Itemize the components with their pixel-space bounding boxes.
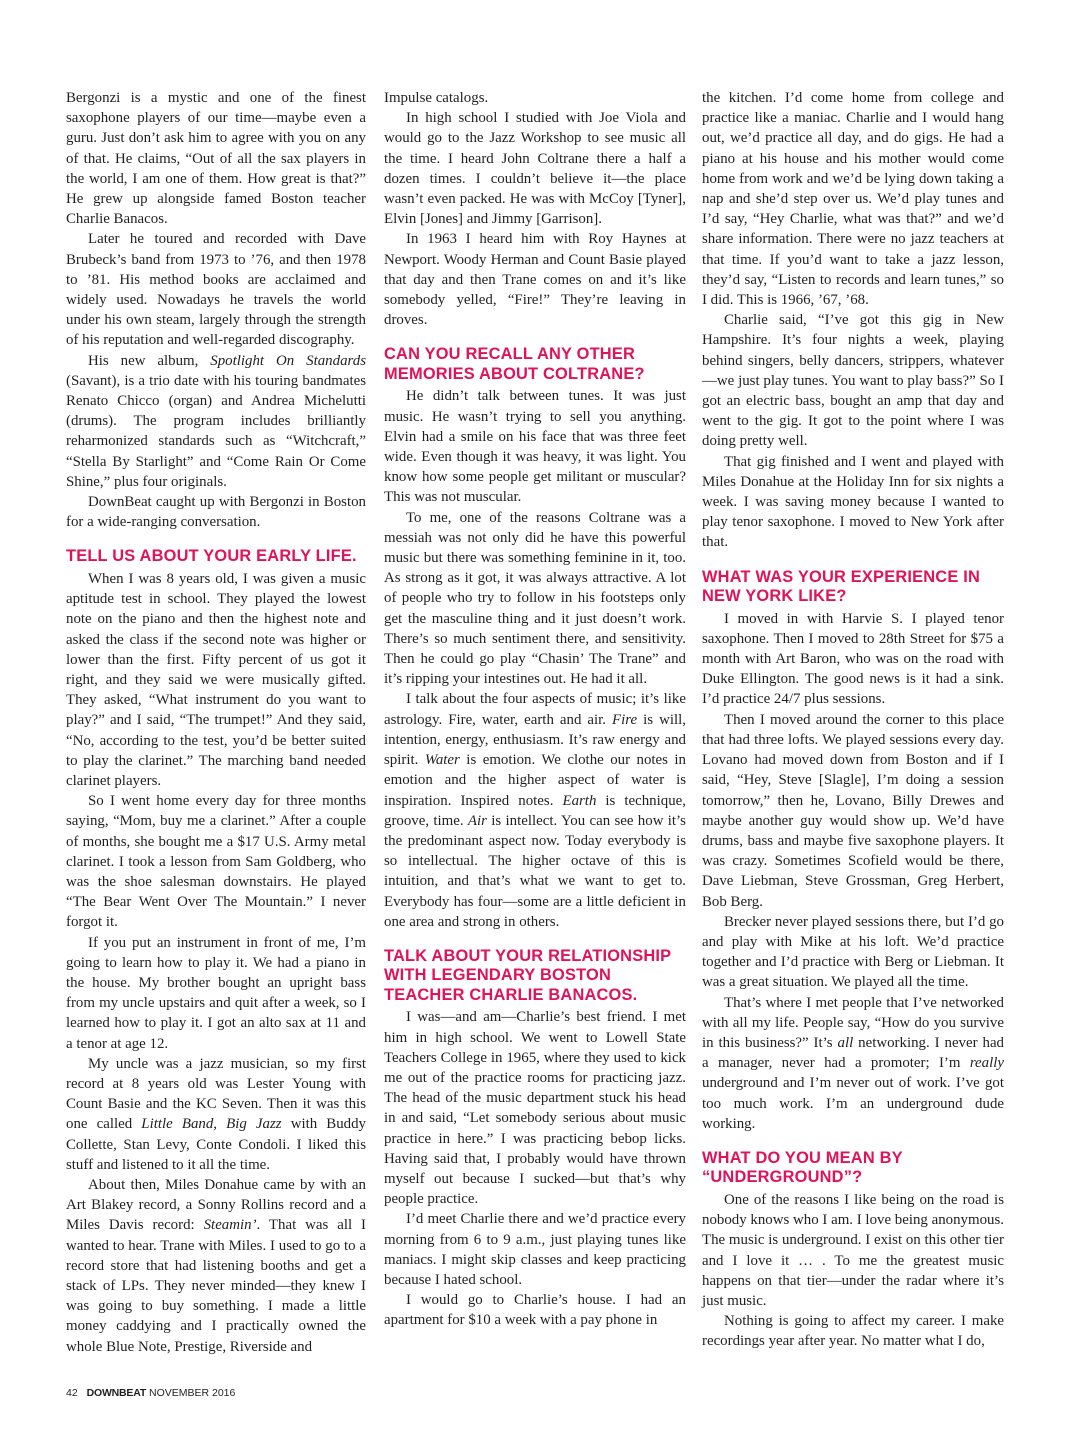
question-heading-banacos: TALK ABOUT YOUR RELATIONSHIP WITH LEGENDARY BOSTON TEACHER CHARLIE BANACOS.: [384, 946, 671, 1004]
early-life-paragraph-2: So I went home every day for three months saying, “Mom, buy me a clarinet.” After a couple of months, she bought me a $17 U.S. Army metal clarinet. I took a lesson from Sam Goldberg, who was the shoe salesman downstairs. He played “The Bear Went Over The Mountain.” I never forgot it.: [66, 793, 366, 931]
album-text-after: (Savant), is a trio date with his touring bandmates Renato Chicco (organ) and Andrea Michelutti (drums). The program includes brilliantly reharmonized standards such as “Witchcraft,” “Stella By Starlight” and “Come Rain Or Come Shine,” plus four originals.: [66, 372, 366, 490]
album-title: Spotlight On Standards: [210, 352, 366, 369]
elements-text-5: is intellect. You can see how it’s the predominant aspect now. Today everybody is so intellectual. The higher octave of this is intuition, and that’s what we want to get to. Everybody has four—some are a little deficient in one area and strong in others.: [384, 812, 686, 930]
donahue-text-after: . That was all I wanted to hear. Trane with Miles. I used to go to a record store that had listening booths and get a stack of LPs. They never minded—they knew I was going to buy something. I made a little money caddying and I practically owned the whole Blue Note, Prestige, Riverside and: [66, 1217, 366, 1355]
continued-paragraph: Impulse catalogs.: [384, 90, 489, 106]
steamin-title: Steamin’: [203, 1217, 257, 1234]
elements-paragraph: [384, 689, 686, 931]
intro-paragraph-1: Bergonzi is a mystic and one of the finest saxophone players of our time—maybe even a guru. Just don’t ask him to agree with you on any of that. He claims, “Out of all the sax players in the world, I am one of them. How great is that?” He grew up alongside famed Boston teacher Charlie Banacos.: [66, 90, 366, 228]
question-heading-coltrane: CAN YOU RECALL ANY OTHER MEMORIES ABOUT COLTRANE?: [384, 345, 645, 383]
banacos-paragraph-2: I’d meet Charlie there and we’d practice every morning from 6 to 9 a.m., just playing tunes like maniacs. I might skip classes and keep practicing because I hated school.: [384, 1211, 686, 1289]
network-paragraph: [702, 993, 1004, 1134]
network-text-1: That’s where I met people that I’ve networked with all my life. People say, “How do you survive in this business?” It’s: [702, 994, 1004, 1051]
network-text-2: networking. I never had a manager, never had a promoter; I’m: [702, 1034, 1004, 1072]
banacos-paragraph-1: I was—and am—Charlie’s best friend. I met him in high school. We went to Lowell State Teachers College in 1965, where they used to kick me out of the practice rooms for practicing jazz. The head of the music department stuck his head in and said, “Let somebody serious about music practice in here.” I was practicing bebop licks. Having said that, I probably would have thrown myself out because I sucked—but that’s why people practice.: [384, 1009, 686, 1208]
album-paragraph: [66, 351, 366, 492]
newport-paragraph: In 1963 I heard him with Roy Haynes at Newport. Woody Herman and Count Basie played that day and then Trane comes on and it’s like somebody yelled, “Fire!” They’re leaving in droves.: [384, 231, 686, 329]
intro-paragraph-2: Later he toured and recorded with Dave Brubeck’s band from 1973 to ’76, and then 1978 to ’81. His method books are acclaimed and widely used. Nowadays he travels the world under his own steam, largely through the strength of his reputation and well-regarded discography.: [66, 231, 366, 349]
coltrane-paragraph-1: He didn’t talk between tunes. It was just music. He wasn’t trying to sell you anything. Elvin had a smile on his face that was three feet wide. Even though it was heavy, it was light. You know how some people get militant or muscular? This was not muscular.: [384, 388, 686, 506]
underground-paragraph-2: Nothing is going to affect my career. I make recordings year after year. No matter what I do,: [702, 1313, 1004, 1350]
elements-text-4: is technique, groove, time.: [384, 792, 686, 829]
new-york-paragraph-2: Then I moved around the corner to this place that had three lofts. We played sessions every day. Lovano had moved down from Boston and if I said, “Hey, Steve [Slagle], I’m doing a session tomorrow,” then he, Lovano, Billy Drewes and maybe another guy would show up. We’d have drums, bass and maybe five saxophone players. It was crazy. Sometimes Scofield would be there, Dave Liebman, Steve Grossman, Greg Herbert, Bob Berg.: [702, 711, 1004, 910]
column-3: [702, 88, 1004, 1352]
question-heading-underground: WHAT DO YOU MEAN BY “UNDERGROUND”?: [702, 1148, 903, 1187]
donahue-text-before: About then, Miles Donahue came by with an Art Blakey record, a Sonny Rollins record and a Miles Davis record:: [66, 1177, 366, 1234]
question-heading-new-york: WHAT WAS YOUR EXPERIENCE IN NEW YORK LIKE?: [702, 567, 980, 606]
column-2: [384, 88, 686, 1331]
record-title: Little Band, Big Jazz: [141, 1116, 282, 1133]
intro-paragraph-3: DownBeat caught up with Bergonzi in Boston for a wide-ranging conversation.: [66, 494, 366, 531]
question-heading-early-life: TELL US ABOUT YOUR EARLY LIFE.: [66, 547, 357, 566]
air-term: Air: [467, 812, 487, 829]
network-emphasis-all: all: [837, 1034, 854, 1051]
early-life-paragraph-1: When I was 8 years old, I was given a music aptitude test in school. They played the lowest note on the piano and then the highest note and asked the class if the second note was higher or lower than the first. Fifty percent of us got it right, and they said we were musically gifted. They asked, “What instrument do you want to play?” and I said, “The trumpet!” And they said, “No, according to the test, you’d be better suited to play the clarinet.” The marching band needed clarinet players.: [66, 570, 366, 789]
uncle-text-after: with Buddy Collette, Stan Levy, Conte Condoli. I liked this stuff and listened to it all the time.: [66, 1116, 366, 1173]
early-life-paragraph-3: If you put an instrument in front of me, I’m going to learn how to play it. We had a piano in the house. My brother bought an upright bass from my uncle upstairs and quit after a week, so I learned how to play it. I got an alto sax at 11 and a tenor at age 12.: [66, 934, 366, 1052]
coltrane-paragraph-2: To me, one of the reasons Coltrane was a messiah was not only did he have this powerful music but there was something feminine in it, too. As strong as it got, it was always attractive. A lot of people who try to follow in his footsteps only get the masculine thing and it just doesn’t work. There’s so much sentiment there, and sensitivity. Then he could go play “Chasin’ The Trane” and it’s ripping your intestines out. He had it all.: [384, 509, 686, 688]
elements-text-3: is emotion. We clothe our notes in emotion and the higher aspect of water is inspiration. Inspired notes.: [384, 752, 687, 809]
high-school-paragraph: In high school I studied with Joe Viola and would go to the Jazz Workshop to see music all the time. I heard John Coltrane there a half a dozen times. I couldn’t believe it—the place wasn’t even packed. He was with McCoy [Tyner], Elvin [Jones] and Jimmy [Garrison].: [384, 110, 686, 228]
uncle-text-before: My uncle was a jazz musician, so my first record at 8 years old was Lester Young with Count Basie and the KC Seven. Then it was this one called: [66, 1055, 366, 1133]
network-text-3: underground and I’m never out of work. I’ve got too much work. I’m an underground dude working.: [702, 1075, 1004, 1132]
new-hampshire-paragraph: Charlie said, “I’ve got this gig in New Hampshire. It’s four nights a week, playing behind singers, belly dancers, strippers, whatever—we just play tunes. You want to play bass?” So I got an electric bass, bought an amp that day and went to the gig. It got to the point where I was doing pretty well.: [702, 312, 1004, 450]
holiday-inn-paragraph: That gig finished and I went and played with Miles Donahue at the Holiday Inn for six nights a week. I was saving money because I wanted to play tenor saxophone. I moved to New York after that.: [702, 453, 1004, 551]
magazine-brand: DOWNBEAT: [86, 1387, 147, 1399]
banacos-paragraph-3: I would go to Charlie’s house. I had an apartment for $10 a week with a pay phone in: [384, 1292, 686, 1329]
column-1: [66, 88, 366, 1357]
album-text-before: His new album,: [88, 352, 211, 369]
underground-paragraph-1: One of the reasons I like being on the road is nobody knows who I am. I love being anonymous. The music is underground. I exist on this other tier and I love it … . To me the greatest music happens on that tier—under the radar where it’s just music.: [702, 1191, 1004, 1309]
fire-term: Fire: [612, 711, 638, 728]
kitchen-paragraph: the kitchen. I’d come home from college and practice like a maniac. Charlie and I would hang out, we’d practice all day, and do gigs. He had a piano at his house and his mother would come home from work and we’d be lying down taking a nap and she’d step over us. We’d play tunes and I’d say, “Hey Charlie, what was that?” and we’d share information. There were no jazz teachers at that time. If you’d want to take a jazz lesson, they’d say, “Listen to records and learn tunes,” so I did. This is 1966, ’67, ’68.: [702, 90, 1004, 309]
elements-text-2: is will, intention, energy, enthusiasm. It’s raw energy and spirit.: [384, 711, 686, 769]
donahue-paragraph: [66, 1175, 366, 1357]
issue-date: NOVEMBER 2016: [148, 1387, 236, 1399]
page-footer: [66, 1387, 235, 1399]
new-york-paragraph-3: Brecker never played sessions there, but I’d go and play with Mike at his loft. We’d practice together and I’d practice with Berg or Liebman. It was a great situation. We played all the time.: [702, 913, 1004, 991]
network-emphasis-really: really: [969, 1055, 1004, 1072]
earth-term: Earth: [562, 792, 597, 809]
new-york-paragraph-1: I moved in with Harvie S. I played tenor saxophone. Then I moved to 28th Street for $75 a month with Art Baron, who was on the road with Duke Ellington. The good news is it had a sink. I’d practice 24/7 plus sessions.: [702, 610, 1004, 708]
water-term: Water: [424, 752, 460, 769]
page-number: 42: [66, 1387, 78, 1399]
elements-text-1: I talk about the four aspects of music; it’s like astrology. Fire, water, earth and air.: [384, 691, 686, 728]
uncle-paragraph: [66, 1054, 366, 1175]
